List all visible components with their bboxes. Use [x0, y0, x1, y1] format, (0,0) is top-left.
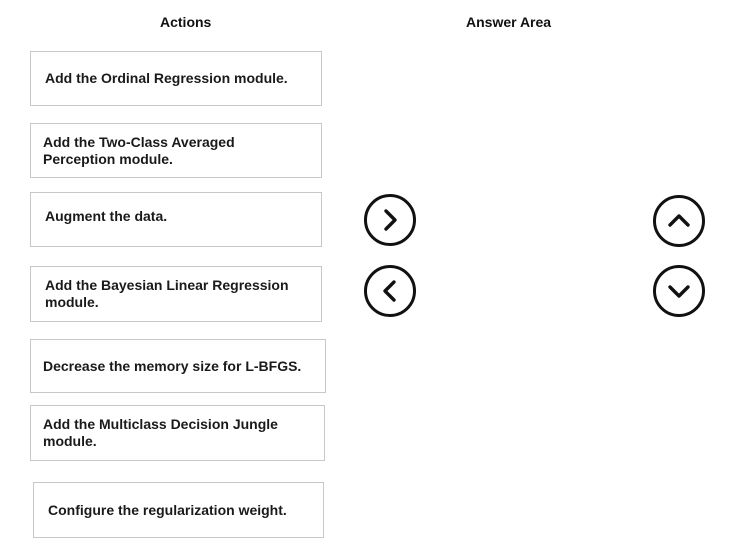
move-up-button[interactable]	[653, 195, 705, 247]
action-item-label: Add the Ordinal Regression module.	[45, 70, 288, 86]
action-item-regularization-weight[interactable]	[33, 482, 324, 538]
action-item-label: Decrease the memory size for L-BFGS.	[43, 357, 302, 374]
action-item-multiclass-decision-jungle[interactable]	[30, 405, 325, 461]
action-item-label: Augment the data.	[45, 208, 168, 224]
action-item-two-class-averaged-perception[interactable]	[30, 123, 322, 178]
action-item-label: Add the Two-Class Averaged Perception module.	[43, 133, 235, 167]
action-item-label: Add the Multiclass Decision Jungle module.	[43, 416, 278, 449]
chevron-right-icon	[378, 208, 402, 232]
chevron-left-icon	[378, 279, 402, 303]
action-item-bayesian-linear-regression[interactable]	[30, 266, 322, 322]
move-right-button[interactable]	[364, 194, 416, 246]
action-item-augment-data[interactable]	[30, 192, 322, 247]
move-down-button[interactable]	[653, 265, 705, 317]
move-left-button[interactable]	[364, 265, 416, 317]
action-item-decrease-memory-lbfgs[interactable]	[30, 339, 326, 393]
answer-area-heading: Answer Area	[466, 14, 552, 30]
action-item-label: Add the Bayesian Linear Regression module.	[45, 277, 289, 310]
chevron-down-icon	[667, 279, 691, 303]
chevron-up-icon	[667, 209, 691, 233]
action-item-label: Configure the regularization weight.	[48, 501, 287, 518]
actions-heading: Actions	[160, 14, 212, 30]
action-item-ordinal-regression[interactable]	[30, 51, 322, 106]
